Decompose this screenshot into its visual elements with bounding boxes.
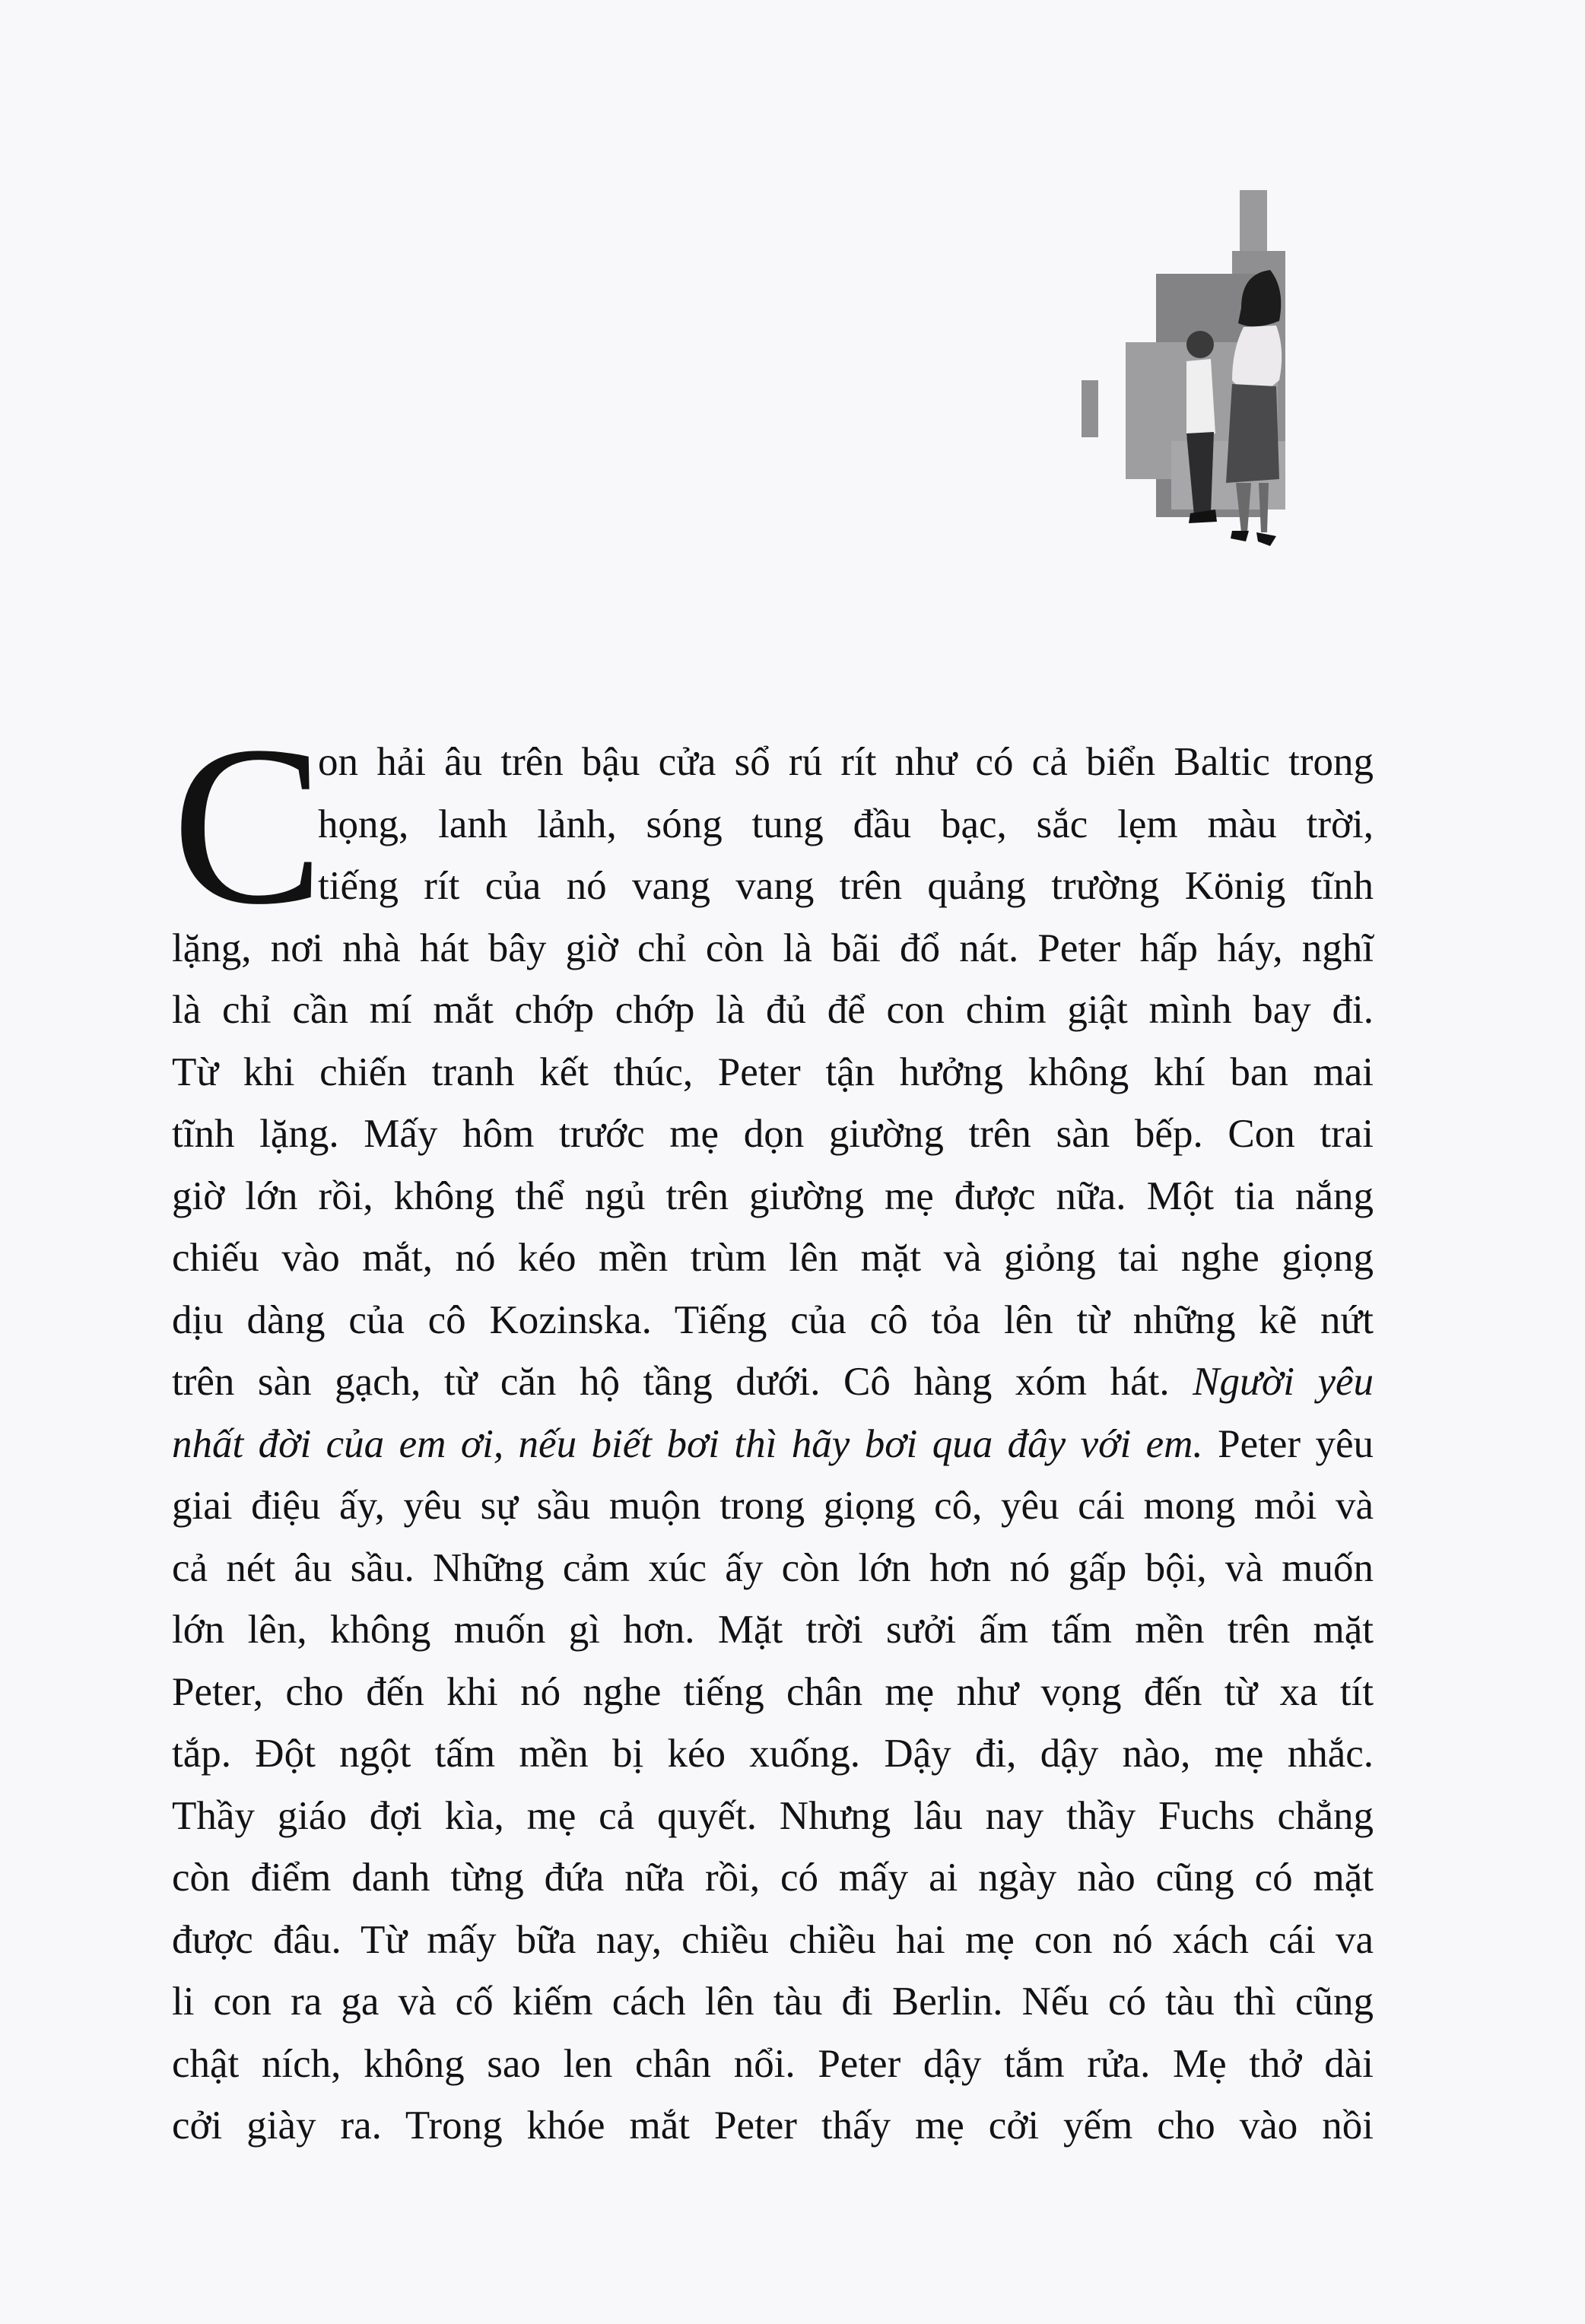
text-line xyxy=(172,2034,1374,2096)
text-segment: tắp. Đột ngột tấm mền bị kéo xuống. Dậy đi, dậy nào, mẹ nhắc. xyxy=(172,1732,1374,1776)
text-line xyxy=(318,856,1374,918)
text-line xyxy=(172,979,1374,1042)
text-segment: còn điểm danh từng đứa nữa rồi, có mấy ai ngày nào cũng có mặt xyxy=(172,1856,1374,1900)
body-text xyxy=(172,732,1374,2157)
text-line xyxy=(172,1662,1374,1724)
text-segment: Thầy giáo đợi kìa, mẹ cả quyết. Nhưng lâu nay thầy Fuchs chẳng xyxy=(172,1793,1374,1838)
text-segment: giai điệu ấy, yêu sự sầu muộn trong giọng cô, yêu cái mong mỏi và xyxy=(172,1484,1374,1528)
text-line xyxy=(172,1414,1374,1476)
text-line xyxy=(318,732,1374,794)
text-line xyxy=(172,1847,1374,1910)
text-segment: cởi giày ra. Trong khóe mắt Peter thấy mẹ cởi yếm cho vào nồi xyxy=(172,2103,1374,2148)
italic-text: Người yêu xyxy=(1193,1360,1374,1404)
text-line xyxy=(172,1599,1374,1662)
illustration-mother-and-boy xyxy=(1080,190,1445,586)
text-line xyxy=(172,2095,1374,2157)
text-segment: Peter yêu xyxy=(1202,1421,1374,1466)
text-line xyxy=(172,1351,1374,1414)
text-segment: Peter, cho đến khi nó nghe tiếng chân mẹ như vọng đến từ xa tít xyxy=(172,1669,1374,1714)
text-segment: Từ khi chiến tranh kết thúc, Peter tận hưởng không khí ban mai xyxy=(172,1049,1374,1094)
text-line xyxy=(172,1166,1374,1228)
text-line xyxy=(172,1910,1374,1972)
text-line xyxy=(172,1290,1374,1352)
text-line xyxy=(172,1786,1374,1848)
text-segment: cả nét âu sầu. Những cảm xúc ấy còn lớn hơn nó gấp bội, và muốn xyxy=(172,1545,1374,1590)
text-segment: họng, lanh lảnh, sóng tung đầu bạc, sắc lẹm màu trời, xyxy=(318,802,1374,846)
text-line xyxy=(318,794,1374,856)
text-segment: được đâu. Từ mấy bữa nay, chiều chiều hai mẹ con nó xách cái va xyxy=(172,1917,1374,1962)
text-segment: là chỉ cần mí mắt chớp chớp là đủ để con chim giật mình bay đi. xyxy=(172,988,1374,1032)
text-segment: chiếu vào mắt, nó kéo mền trùm lên mặt và giỏng tai nghe giọng xyxy=(172,1236,1374,1280)
text-segment: li con ra ga và cố kiếm cách lên tàu đi Berlin. Nếu có tàu thì cũng xyxy=(172,1980,1374,2024)
text-line xyxy=(172,918,1374,980)
text-line xyxy=(172,1227,1374,1290)
text-segment: chật ních, không sao len chân nổi. Peter dậy tắm rửa. Mẹ thở dài xyxy=(172,2041,1374,2086)
text-segment: dịu dàng của cô Kozinska. Tiếng của cô tỏa lên từ những kẽ nứt xyxy=(172,1297,1374,1342)
text-segment: tiếng rít của nó vang vang trên quảng trường König tĩnh xyxy=(318,864,1374,908)
text-segment: trên sàn gạch, từ căn hộ tầng dưới. Cô hàng xóm hát. xyxy=(172,1360,1193,1404)
text-line xyxy=(172,1538,1374,1600)
text-line xyxy=(172,1042,1374,1104)
text-segment: lặng, nơi nhà hát bây giờ chỉ còn là bãi đổ nát. Peter hấp háy, nghĩ xyxy=(172,925,1374,970)
text-segment: giờ lớn rồi, không thể ngủ trên giường mẹ được nữa. Một tia nắng xyxy=(172,1173,1374,1218)
text-line xyxy=(172,1103,1374,1166)
text-segment: on hải âu trên bậu cửa sổ rú rít như có cả biển Baltic trong xyxy=(318,740,1374,784)
text-segment: tĩnh lặng. Mấy hôm trước mẹ dọn giường trên sàn bếp. Con trai xyxy=(172,1112,1374,1156)
text-line xyxy=(172,1475,1374,1538)
drop-cap: C xyxy=(172,699,325,951)
text-segment: lớn lên, không muốn gì hơn. Mặt trời sưởi ấm tấm mền trên mặt xyxy=(172,1608,1374,1652)
text-line xyxy=(172,1971,1374,2034)
text-line xyxy=(172,1723,1374,1786)
italic-text: nhất đời của em ơi, nếu biết bơi thì hãy bơi qua đây với em. xyxy=(172,1421,1203,1466)
